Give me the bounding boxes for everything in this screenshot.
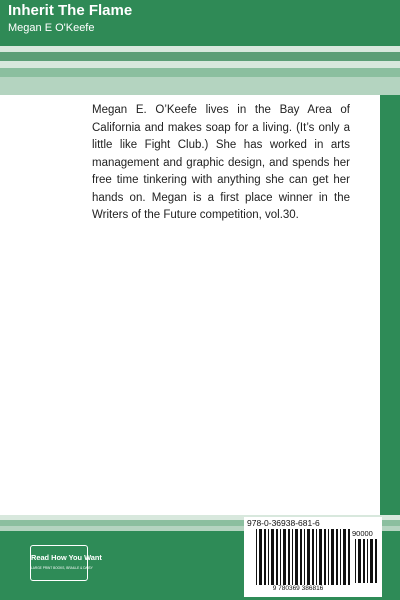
book-author: Megan E O'Keefe [8,22,95,34]
publisher-logo-text: Read How You Want [31,553,102,562]
decorative-stripe [0,77,400,95]
barcode-block [244,517,382,597]
book-title: Inherit The Flame [8,2,133,19]
publisher-logo [30,545,102,581]
ean-digits: 9 780369 386816 [272,585,324,592]
author-bio: Megan E. O’Keefe lives in the Bay Area of California and makes soap for a living. (It’s only a little like Fight Club.) She has worked in arts management and graphic design, and spends her free time tinkering with anything she can get her hands on. Megan is a first place winner in the Writers of the Future competition, vol.30. [92,104,350,221]
isbn-label: 978-0-36938-681-6 [247,518,320,528]
decorative-stripe [0,68,400,77]
back-cover-panel [0,95,380,515]
publisher-tagline: LARGE PRINT BOOKS, BRAILLE & DAISY [31,566,93,570]
cover-header [0,0,400,46]
price-code: 90000 [352,529,373,538]
decorative-stripe [0,61,400,68]
decorative-stripe [0,52,400,61]
addon-barcode [355,539,379,583]
ean-barcode [256,529,350,585]
